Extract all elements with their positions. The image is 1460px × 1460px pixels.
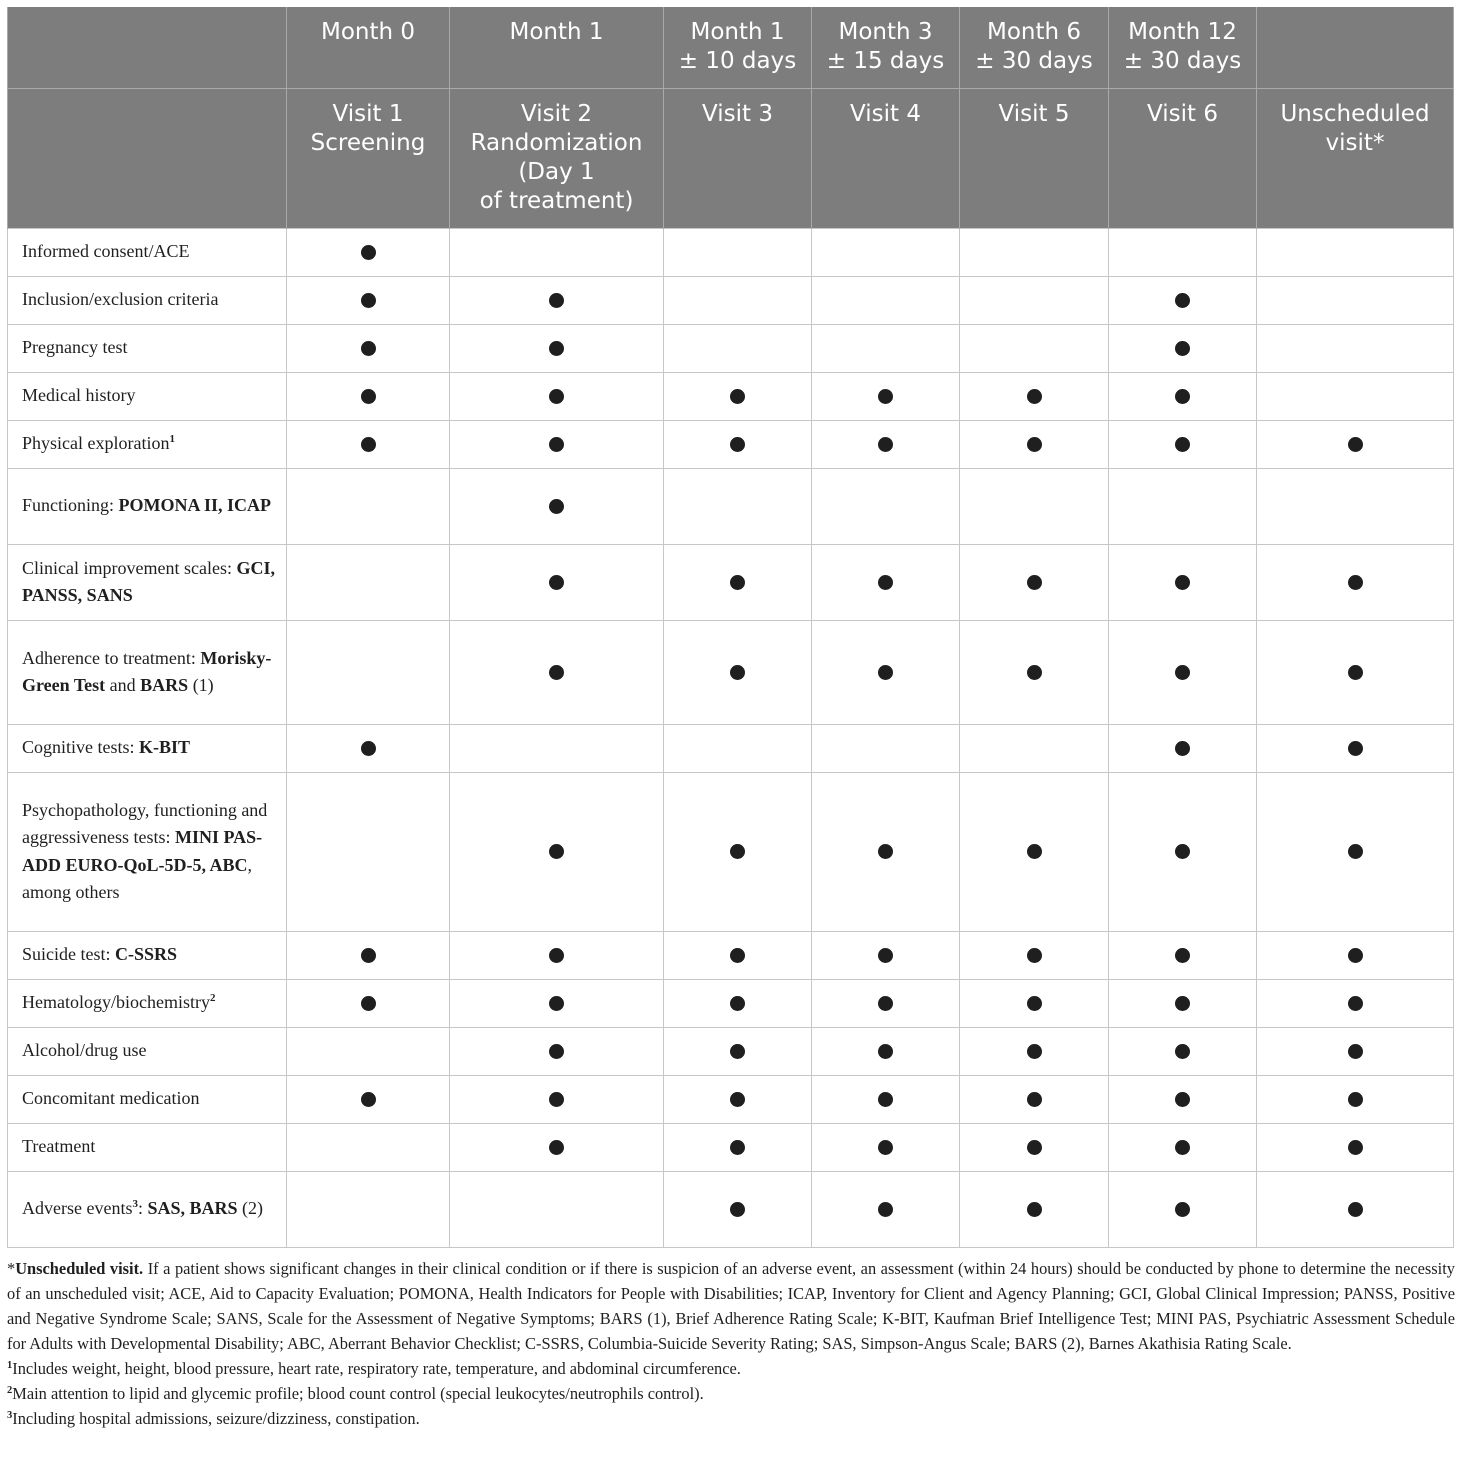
schedule-cell xyxy=(287,979,450,1027)
row-label xyxy=(8,420,287,468)
header-month-cell: Month 1 ± 10 days xyxy=(664,7,812,88)
scheduled-dot-icon xyxy=(1175,389,1190,404)
row-label-part: Informed consent/ACE xyxy=(22,241,190,262)
header-visit-cell: Visit 6 xyxy=(1109,88,1257,228)
scheduled-dot-icon xyxy=(549,341,564,356)
scheduled-dot-icon xyxy=(878,389,893,404)
scheduled-dot-icon xyxy=(878,1092,893,1107)
row-label-part: Treatment xyxy=(22,1136,96,1157)
schedule-cell xyxy=(287,1027,450,1075)
row-label-part: Morisky-Green Test xyxy=(22,647,272,695)
schedule-cell xyxy=(287,468,450,544)
header-visit-cell: Visit 1 Screening xyxy=(287,88,450,228)
footnote-text: If a patient shows significant changes in their clinical condition or if there is suspicion of an adverse event, an assessment (within 24 hours) should be conducted by phone to determine the necessity of an unscheduled visit; ACE, Aid to Capacity Evaluation; POMONA, Health Indicators for People with Disabilities; ICAP, Inventory for Client and Agency Planning; GCI, Global Clinical Impression; PANSS, Positive and Negative Syndrome Scale; SANS, Scale for the Assessment of Negative Symptoms; BARS (1), Brief Adherence Rating Scale; K-BIT, Kaufman Brief Intelligence Test; MINI PAS, Psychiatric Assessment Schedule for Adults with Developmental Disability; ABC, Aberrant Behavior Checklist; C-SSRS, Columbia-Suicide Severity Rating; SAS, Simpson-Angus Scale; BARS (2), Barnes Akathisia Rating Scale. xyxy=(7,1259,1455,1353)
table-row xyxy=(8,276,1454,324)
schedule-cell xyxy=(1257,620,1454,724)
scheduled-dot-icon xyxy=(549,996,564,1011)
row-label xyxy=(8,1123,287,1171)
schedule-cell xyxy=(1109,1075,1257,1123)
schedule-cell xyxy=(960,1171,1109,1247)
row-label xyxy=(8,979,287,1027)
schedule-cell xyxy=(1109,1123,1257,1171)
row-label xyxy=(8,620,287,724)
row-label-part: Functioning: xyxy=(22,495,119,516)
schedule-cell xyxy=(812,372,960,420)
scheduled-dot-icon xyxy=(549,948,564,963)
scheduled-dot-icon xyxy=(1175,341,1190,356)
schedule-cell xyxy=(1109,228,1257,276)
row-label-part: Clinical improvement scales: xyxy=(22,557,237,578)
schedule-cell xyxy=(450,772,664,931)
footnote-3 xyxy=(7,1406,1455,1431)
scheduled-dot-icon xyxy=(1175,665,1190,680)
scheduled-dot-icon xyxy=(361,996,376,1011)
schedule-cell xyxy=(1257,228,1454,276)
schedule-cell xyxy=(812,1027,960,1075)
schedule-cell xyxy=(664,420,812,468)
schedule-cell xyxy=(664,1075,812,1123)
footnote-ref: 3 xyxy=(132,1198,138,1211)
scheduled-dot-icon xyxy=(1348,1044,1363,1059)
schedule-cell xyxy=(450,620,664,724)
scheduled-dot-icon xyxy=(549,665,564,680)
schedule-cell xyxy=(812,420,960,468)
row-label xyxy=(8,468,287,544)
schedule-cell xyxy=(450,1075,664,1123)
schedule-cell xyxy=(1109,372,1257,420)
schedule-cell xyxy=(1257,324,1454,372)
scheduled-dot-icon xyxy=(1027,575,1042,590)
table-row xyxy=(8,420,1454,468)
footnote-ref: 2 xyxy=(209,992,216,1005)
footnote-1 xyxy=(7,1356,1455,1381)
footnote-mark: 3 xyxy=(7,1410,13,1421)
table-row xyxy=(8,544,1454,620)
scheduled-dot-icon xyxy=(1348,1202,1363,1217)
row-label-part: Hematology/biochemistry xyxy=(22,992,210,1013)
footnote-text: Main attention to lipid and glycemic profile; blood count control (special leukocytes/neutrophils control). xyxy=(12,1384,704,1403)
row-label xyxy=(8,772,287,931)
schedule-cell xyxy=(812,468,960,544)
table-row xyxy=(8,1027,1454,1075)
scheduled-dot-icon xyxy=(549,437,564,452)
header-month-cell: Month 0 xyxy=(287,7,450,88)
schedule-cell xyxy=(1257,1123,1454,1171)
schedule-cell xyxy=(960,276,1109,324)
scheduled-dot-icon xyxy=(361,741,376,756)
schedule-cell xyxy=(960,724,1109,772)
scheduled-dot-icon xyxy=(1348,948,1363,963)
schedule-cell xyxy=(1257,724,1454,772)
table-row xyxy=(8,468,1454,544)
schedule-cell xyxy=(1109,979,1257,1027)
footnote-ref: 1 xyxy=(169,433,175,446)
scheduled-dot-icon xyxy=(730,437,745,452)
schedule-cell xyxy=(960,1027,1109,1075)
scheduled-dot-icon xyxy=(730,1092,745,1107)
schedule-cell xyxy=(450,1027,664,1075)
scheduled-dot-icon xyxy=(361,389,376,404)
schedule-cell xyxy=(1257,544,1454,620)
footnote-text: Includes weight, height, blood pressure, heart rate, respiratory rate, temperature, and abdominal circumference. xyxy=(12,1359,741,1378)
scheduled-dot-icon xyxy=(549,1044,564,1059)
schedule-cell xyxy=(450,931,664,979)
table-row xyxy=(8,372,1454,420)
scheduled-dot-icon xyxy=(1175,437,1190,452)
header-month-cell: Month 3 ± 15 days xyxy=(812,7,960,88)
schedule-cell xyxy=(960,420,1109,468)
schedule-cell xyxy=(1257,1075,1454,1123)
scheduled-dot-icon xyxy=(549,575,564,590)
schedule-cell xyxy=(450,724,664,772)
row-label-part: (2) xyxy=(237,1198,264,1219)
schedule-cell xyxy=(1257,1027,1454,1075)
scheduled-dot-icon xyxy=(1027,389,1042,404)
schedule-cell xyxy=(287,931,450,979)
schedule-cell xyxy=(812,228,960,276)
row-label xyxy=(8,1027,287,1075)
schedule-cell xyxy=(664,724,812,772)
footnote-mark: 1 xyxy=(7,1360,13,1371)
table-body xyxy=(8,228,1454,1247)
schedule-cell xyxy=(960,544,1109,620)
schedule-cell xyxy=(287,724,450,772)
schedule-cell xyxy=(1257,468,1454,544)
schedule-cell xyxy=(664,372,812,420)
header-month-cell: Month 6 ± 30 days xyxy=(960,7,1109,88)
scheduled-dot-icon xyxy=(878,1202,893,1217)
scheduled-dot-icon xyxy=(878,665,893,680)
row-label-part: Physical exploration xyxy=(22,433,170,454)
row-label xyxy=(8,1171,287,1247)
row-label-part: Alcohol/drug use xyxy=(22,1040,147,1061)
scheduled-dot-icon xyxy=(878,844,893,859)
schedule-cell xyxy=(287,1075,450,1123)
table-row xyxy=(8,772,1454,931)
schedule-cell xyxy=(812,1171,960,1247)
scheduled-dot-icon xyxy=(730,1202,745,1217)
schedule-cell xyxy=(664,1027,812,1075)
row-label-part: Suicide test: xyxy=(22,944,115,965)
table-footnotes xyxy=(7,1256,1455,1431)
row-label-part: Pregnancy test xyxy=(22,337,128,358)
scheduled-dot-icon xyxy=(1348,665,1363,680)
schedule-cell xyxy=(1109,620,1257,724)
schedule-cell xyxy=(812,1123,960,1171)
row-label-part: Concomitant medication xyxy=(22,1088,200,1109)
header-row-months xyxy=(8,7,1454,88)
scheduled-dot-icon xyxy=(1027,437,1042,452)
footnote-text: Including hospital admissions, seizure/dizziness, constipation. xyxy=(12,1409,420,1428)
schedule-cell xyxy=(1257,979,1454,1027)
scheduled-dot-icon xyxy=(1175,1044,1190,1059)
scheduled-dot-icon xyxy=(1348,1092,1363,1107)
schedule-cell xyxy=(960,772,1109,931)
scheduled-dot-icon xyxy=(730,665,745,680)
scheduled-dot-icon xyxy=(730,948,745,963)
schedule-cell xyxy=(664,276,812,324)
scheduled-dot-icon xyxy=(1175,575,1190,590)
scheduled-dot-icon xyxy=(1175,844,1190,859)
schedule-cell xyxy=(1257,420,1454,468)
schedule-cell xyxy=(960,1075,1109,1123)
header-visit-cell: Visit 2 Randomization (Day 1 of treatment) xyxy=(450,88,664,228)
scheduled-dot-icon xyxy=(730,389,745,404)
scheduled-dot-icon xyxy=(878,1140,893,1155)
schedule-cell xyxy=(450,544,664,620)
table-row xyxy=(8,228,1454,276)
schedule-cell xyxy=(287,1123,450,1171)
scheduled-dot-icon xyxy=(730,1140,745,1155)
schedule-cell xyxy=(812,772,960,931)
schedule-cell xyxy=(450,228,664,276)
schedule-cell xyxy=(1109,420,1257,468)
schedule-cell xyxy=(812,1075,960,1123)
scheduled-dot-icon xyxy=(361,341,376,356)
schedule-cell xyxy=(960,979,1109,1027)
header-month-cell: Month 1 xyxy=(450,7,664,88)
schedule-cell xyxy=(1109,468,1257,544)
schedule-cell xyxy=(450,1171,664,1247)
table-row xyxy=(8,620,1454,724)
scheduled-dot-icon xyxy=(549,499,564,514)
scheduled-dot-icon xyxy=(549,293,564,308)
table-row xyxy=(8,1171,1454,1247)
schedule-cell xyxy=(664,1123,812,1171)
scheduled-dot-icon xyxy=(1348,996,1363,1011)
scheduled-dot-icon xyxy=(878,437,893,452)
row-label xyxy=(8,324,287,372)
visit-schedule-table xyxy=(7,7,1454,1248)
schedule-cell xyxy=(1257,772,1454,931)
row-label xyxy=(8,1075,287,1123)
schedule-cell xyxy=(664,1171,812,1247)
row-label-part: C-SSRS xyxy=(115,944,178,965)
row-label-part: Adherence to treatment: xyxy=(22,647,201,668)
scheduled-dot-icon xyxy=(1027,1202,1042,1217)
row-label xyxy=(8,544,287,620)
row-label xyxy=(8,372,287,420)
schedule-cell xyxy=(960,620,1109,724)
schedule-cell xyxy=(960,468,1109,544)
scheduled-dot-icon xyxy=(730,844,745,859)
schedule-cell xyxy=(664,544,812,620)
schedule-cell xyxy=(1109,324,1257,372)
scheduled-dot-icon xyxy=(730,996,745,1011)
scheduled-dot-icon xyxy=(549,1140,564,1155)
scheduled-dot-icon xyxy=(361,948,376,963)
schedule-cell xyxy=(1257,372,1454,420)
scheduled-dot-icon xyxy=(1027,844,1042,859)
schedule-cell xyxy=(287,420,450,468)
row-label-part: : xyxy=(137,1198,148,1219)
row-label-part: (1) xyxy=(188,675,214,695)
schedule-cell xyxy=(960,372,1109,420)
header-visit-cell: Visit 5 xyxy=(960,88,1109,228)
schedule-cell xyxy=(450,372,664,420)
schedule-cell xyxy=(664,620,812,724)
schedule-cell xyxy=(812,979,960,1027)
table-row xyxy=(8,724,1454,772)
scheduled-dot-icon xyxy=(1027,1044,1042,1059)
scheduled-dot-icon xyxy=(730,575,745,590)
scheduled-dot-icon xyxy=(361,245,376,260)
header-month-cell xyxy=(1257,7,1454,88)
schedule-cell xyxy=(960,931,1109,979)
row-label-part: Psychopathology, functioning and aggressiveness tests: xyxy=(22,799,268,847)
table-row xyxy=(8,931,1454,979)
row-label-part: SAS, BARS xyxy=(147,1198,238,1219)
scheduled-dot-icon xyxy=(361,437,376,452)
scheduled-dot-icon xyxy=(1175,1140,1190,1155)
schedule-cell xyxy=(450,979,664,1027)
scheduled-dot-icon xyxy=(1175,996,1190,1011)
schedule-cell xyxy=(287,276,450,324)
schedule-cell xyxy=(1109,772,1257,931)
row-label-part: K-BIT xyxy=(139,737,191,758)
row-label xyxy=(8,724,287,772)
row-label-part: Inclusion/exclusion criteria xyxy=(22,289,219,310)
schedule-cell xyxy=(664,228,812,276)
table-row xyxy=(8,1075,1454,1123)
row-label-part: , among others xyxy=(22,854,253,902)
scheduled-dot-icon xyxy=(1027,665,1042,680)
schedule-cell xyxy=(664,931,812,979)
schedule-cell xyxy=(1109,724,1257,772)
scheduled-dot-icon xyxy=(1348,844,1363,859)
schedule-cell xyxy=(664,979,812,1027)
row-label-part: MINI PAS-ADD EURO-QoL-5D-5, ABC xyxy=(22,827,263,875)
schedule-cell xyxy=(812,931,960,979)
scheduled-dot-icon xyxy=(1175,948,1190,963)
scheduled-dot-icon xyxy=(1027,1140,1042,1155)
scheduled-dot-icon xyxy=(361,293,376,308)
scheduled-dot-icon xyxy=(1348,741,1363,756)
scheduled-dot-icon xyxy=(730,1044,745,1059)
schedule-cell xyxy=(287,544,450,620)
row-label xyxy=(8,931,287,979)
row-label-part: POMONA II, ICAP xyxy=(118,495,272,516)
footnote-2 xyxy=(7,1381,1455,1406)
schedule-cell xyxy=(1257,276,1454,324)
schedule-cell xyxy=(812,724,960,772)
row-label-part: Medical history xyxy=(22,385,136,406)
scheduled-dot-icon xyxy=(1175,1202,1190,1217)
schedule-cell xyxy=(287,620,450,724)
scheduled-dot-icon xyxy=(549,389,564,404)
schedule-cell xyxy=(287,228,450,276)
table-row xyxy=(8,979,1454,1027)
table-row xyxy=(8,1123,1454,1171)
schedule-cell xyxy=(1257,931,1454,979)
schedule-cell xyxy=(287,1171,450,1247)
scheduled-dot-icon xyxy=(878,996,893,1011)
header-visit-cell: Visit 4 xyxy=(812,88,960,228)
scheduled-dot-icon xyxy=(1348,437,1363,452)
schedule-cell xyxy=(1257,1171,1454,1247)
header-month-cell xyxy=(8,7,287,88)
row-label xyxy=(8,276,287,324)
row-label-part: and xyxy=(105,675,141,695)
schedule-cell xyxy=(287,772,450,931)
schedule-cell xyxy=(287,324,450,372)
schedule-cell xyxy=(287,372,450,420)
scheduled-dot-icon xyxy=(1175,1092,1190,1107)
schedule-cell xyxy=(960,324,1109,372)
footnote-mark: 2 xyxy=(7,1385,13,1396)
footnote-abbreviations xyxy=(7,1256,1455,1356)
schedule-cell xyxy=(1109,276,1257,324)
scheduled-dot-icon xyxy=(878,575,893,590)
scheduled-dot-icon xyxy=(878,948,893,963)
schedule-cell xyxy=(812,324,960,372)
footnote-bold-lead: Unscheduled visit. xyxy=(15,1259,144,1278)
schedule-cell xyxy=(960,1123,1109,1171)
schedule-cell xyxy=(450,468,664,544)
header-visit-cell xyxy=(8,88,287,228)
row-label-part: GCI, PANSS, SANS xyxy=(22,557,275,605)
scheduled-dot-icon xyxy=(1175,741,1190,756)
scheduled-dot-icon xyxy=(549,1092,564,1107)
scheduled-dot-icon xyxy=(1348,575,1363,590)
schedule-cell xyxy=(450,1123,664,1171)
scheduled-dot-icon xyxy=(549,844,564,859)
header-row-visits xyxy=(8,88,1454,228)
schedule-cell xyxy=(812,544,960,620)
schedule-cell xyxy=(664,468,812,544)
scheduled-dot-icon xyxy=(1027,948,1042,963)
footnote-asterisk: * xyxy=(7,1259,16,1278)
row-label-part: Cognitive tests: xyxy=(22,737,139,758)
table-row xyxy=(8,324,1454,372)
scheduled-dot-icon xyxy=(1027,996,1042,1011)
scheduled-dot-icon xyxy=(361,1092,376,1107)
scheduled-dot-icon xyxy=(1348,1140,1363,1155)
schedule-cell xyxy=(1109,1171,1257,1247)
schedule-cell xyxy=(450,324,664,372)
row-label xyxy=(8,228,287,276)
header-visit-cell: Unscheduled visit* xyxy=(1257,88,1454,228)
scheduled-dot-icon xyxy=(878,1044,893,1059)
schedule-cell xyxy=(664,324,812,372)
scheduled-dot-icon xyxy=(1175,293,1190,308)
schedule-cell xyxy=(960,228,1109,276)
schedule-cell xyxy=(450,276,664,324)
schedule-cell xyxy=(812,276,960,324)
header-visit-cell: Visit 3 xyxy=(664,88,812,228)
schedule-cell xyxy=(1109,931,1257,979)
schedule-cell xyxy=(812,620,960,724)
schedule-cell xyxy=(664,772,812,931)
scheduled-dot-icon xyxy=(1027,1092,1042,1107)
schedule-cell xyxy=(1109,544,1257,620)
header-month-cell: Month 12 ± 30 days xyxy=(1109,7,1257,88)
schedule-cell xyxy=(1109,1027,1257,1075)
schedule-cell xyxy=(450,420,664,468)
row-label-part: Adverse events xyxy=(22,1198,133,1219)
row-label-part: BARS xyxy=(140,675,189,695)
